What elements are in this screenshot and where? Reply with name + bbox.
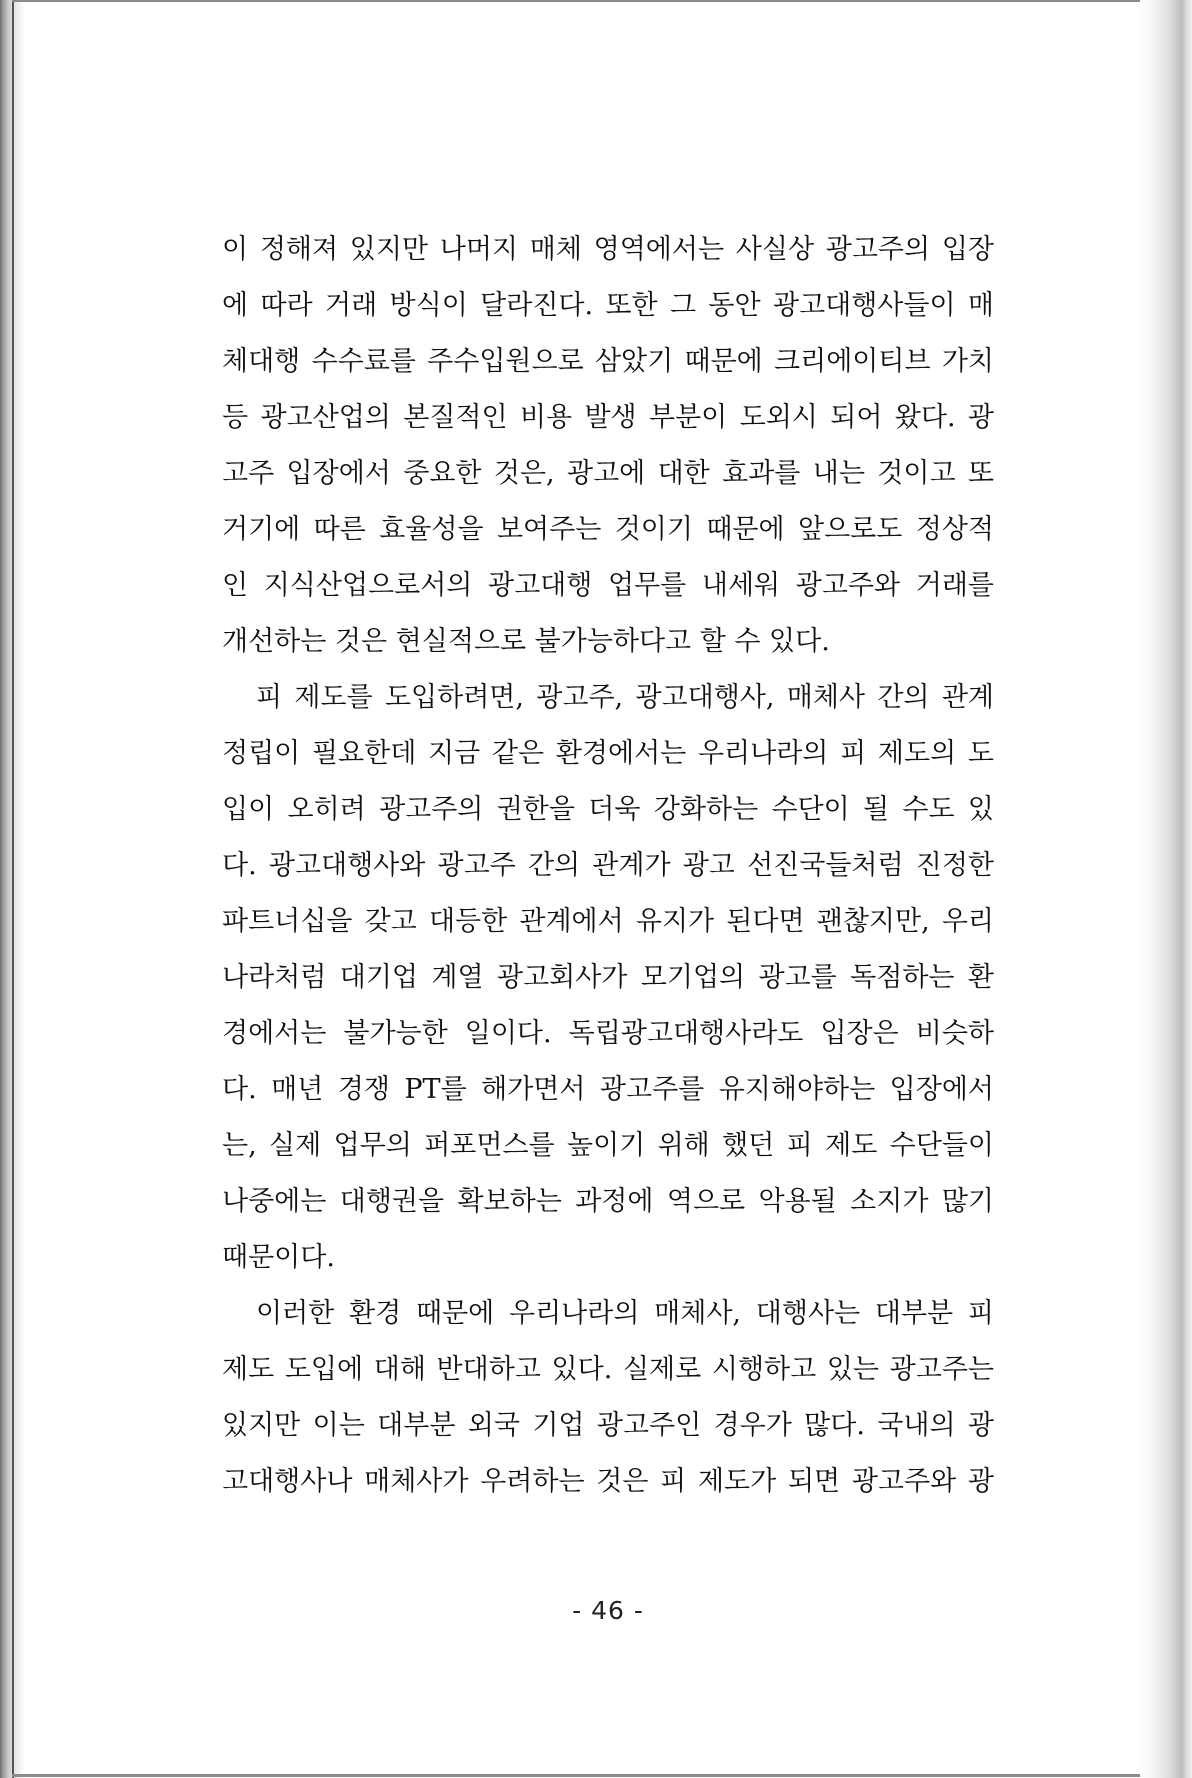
- bottom-page-border: [12, 1774, 1152, 1777]
- left-page-border: [12, 0, 14, 1778]
- text-line: 는, 실제 업무의 퍼포먼스를 높이기 위해 했던 피 제도 수단들이: [222, 1130, 994, 1161]
- text-line: 피 제도를 도입하려면, 광고주, 광고대행사, 매체사 간의 관계: [256, 682, 994, 713]
- text-line: 다. 매년 경쟁 PT를 해가면서 광고주를 유지해야하는 입장에서: [222, 1074, 994, 1105]
- text-line: 에 따라 거래 방식이 달라진다. 또한 그 동안 광고대행사들이 매: [222, 290, 994, 321]
- top-page-border: [12, 0, 1152, 2]
- text-line: 거기에 따른 효율성을 보여주는 것이기 때문에 앞으로도 정상적: [222, 514, 994, 545]
- text-line: 이 정해져 있지만 나머지 매체 영역에서는 사실상 광고주의 입장: [222, 234, 994, 265]
- right-page-edge: [1140, 0, 1192, 1778]
- text-line: 나중에는 대행권을 확보하는 과정에 역으로 악용될 소지가 많기: [222, 1186, 994, 1217]
- page-number: - 46 -: [572, 1596, 644, 1625]
- text-line: 체대행 수수료를 주수입원으로 삼았기 때문에 크리에이티브 가치: [222, 346, 994, 377]
- text-line: 때문이다.: [222, 1242, 335, 1273]
- body-text: [222, 222, 994, 1510]
- text-line: 경에서는 불가능한 일이다. 독립광고대행사라도 입장은 비슷하: [222, 1018, 994, 1049]
- text-line: 인 지식산업으로서의 광고대행 업무를 내세워 광고주와 거래를: [222, 570, 994, 601]
- text-line: 파트너십을 갖고 대등한 관계에서 유지가 된다면 괜찮지만, 우리: [222, 906, 994, 937]
- text-line: 개선하는 것은 현실적으로 불가능하다고 할 수 있다.: [222, 626, 830, 657]
- text-line: 다. 광고대행사와 광고주 간의 관계가 광고 선진국들처럼 진정한: [222, 850, 994, 881]
- text-line: 입이 오히려 광고주의 권한을 더욱 강화하는 수단이 될 수도 있: [222, 794, 994, 825]
- text-line: 제도 도입에 대해 반대하고 있다. 실제로 시행하고 있는 광고주는: [222, 1354, 994, 1385]
- text-line: 고주 입장에서 중요한 것은, 광고에 대한 효과를 내는 것이고 또: [222, 458, 994, 489]
- text-line: 나라처럼 대기업 계열 광고회사가 모기업의 광고를 독점하는 환: [222, 962, 994, 993]
- text-line: 이러한 환경 때문에 우리나라의 매체사, 대행사는 대부분 피: [256, 1298, 994, 1329]
- text-line: 등 광고산업의 본질적인 비용 발생 부분이 도외시 되어 왔다. 광: [222, 402, 994, 433]
- text-line: 있지만 이는 대부분 외국 기업 광고주인 경우가 많다. 국내의 광: [222, 1410, 994, 1441]
- text-line: 고대행사나 매체사가 우려하는 것은 피 제도가 되면 광고주와 광: [222, 1466, 994, 1497]
- text-line: 정립이 필요한데 지금 같은 환경에서는 우리나라의 피 제도의 도: [222, 738, 994, 769]
